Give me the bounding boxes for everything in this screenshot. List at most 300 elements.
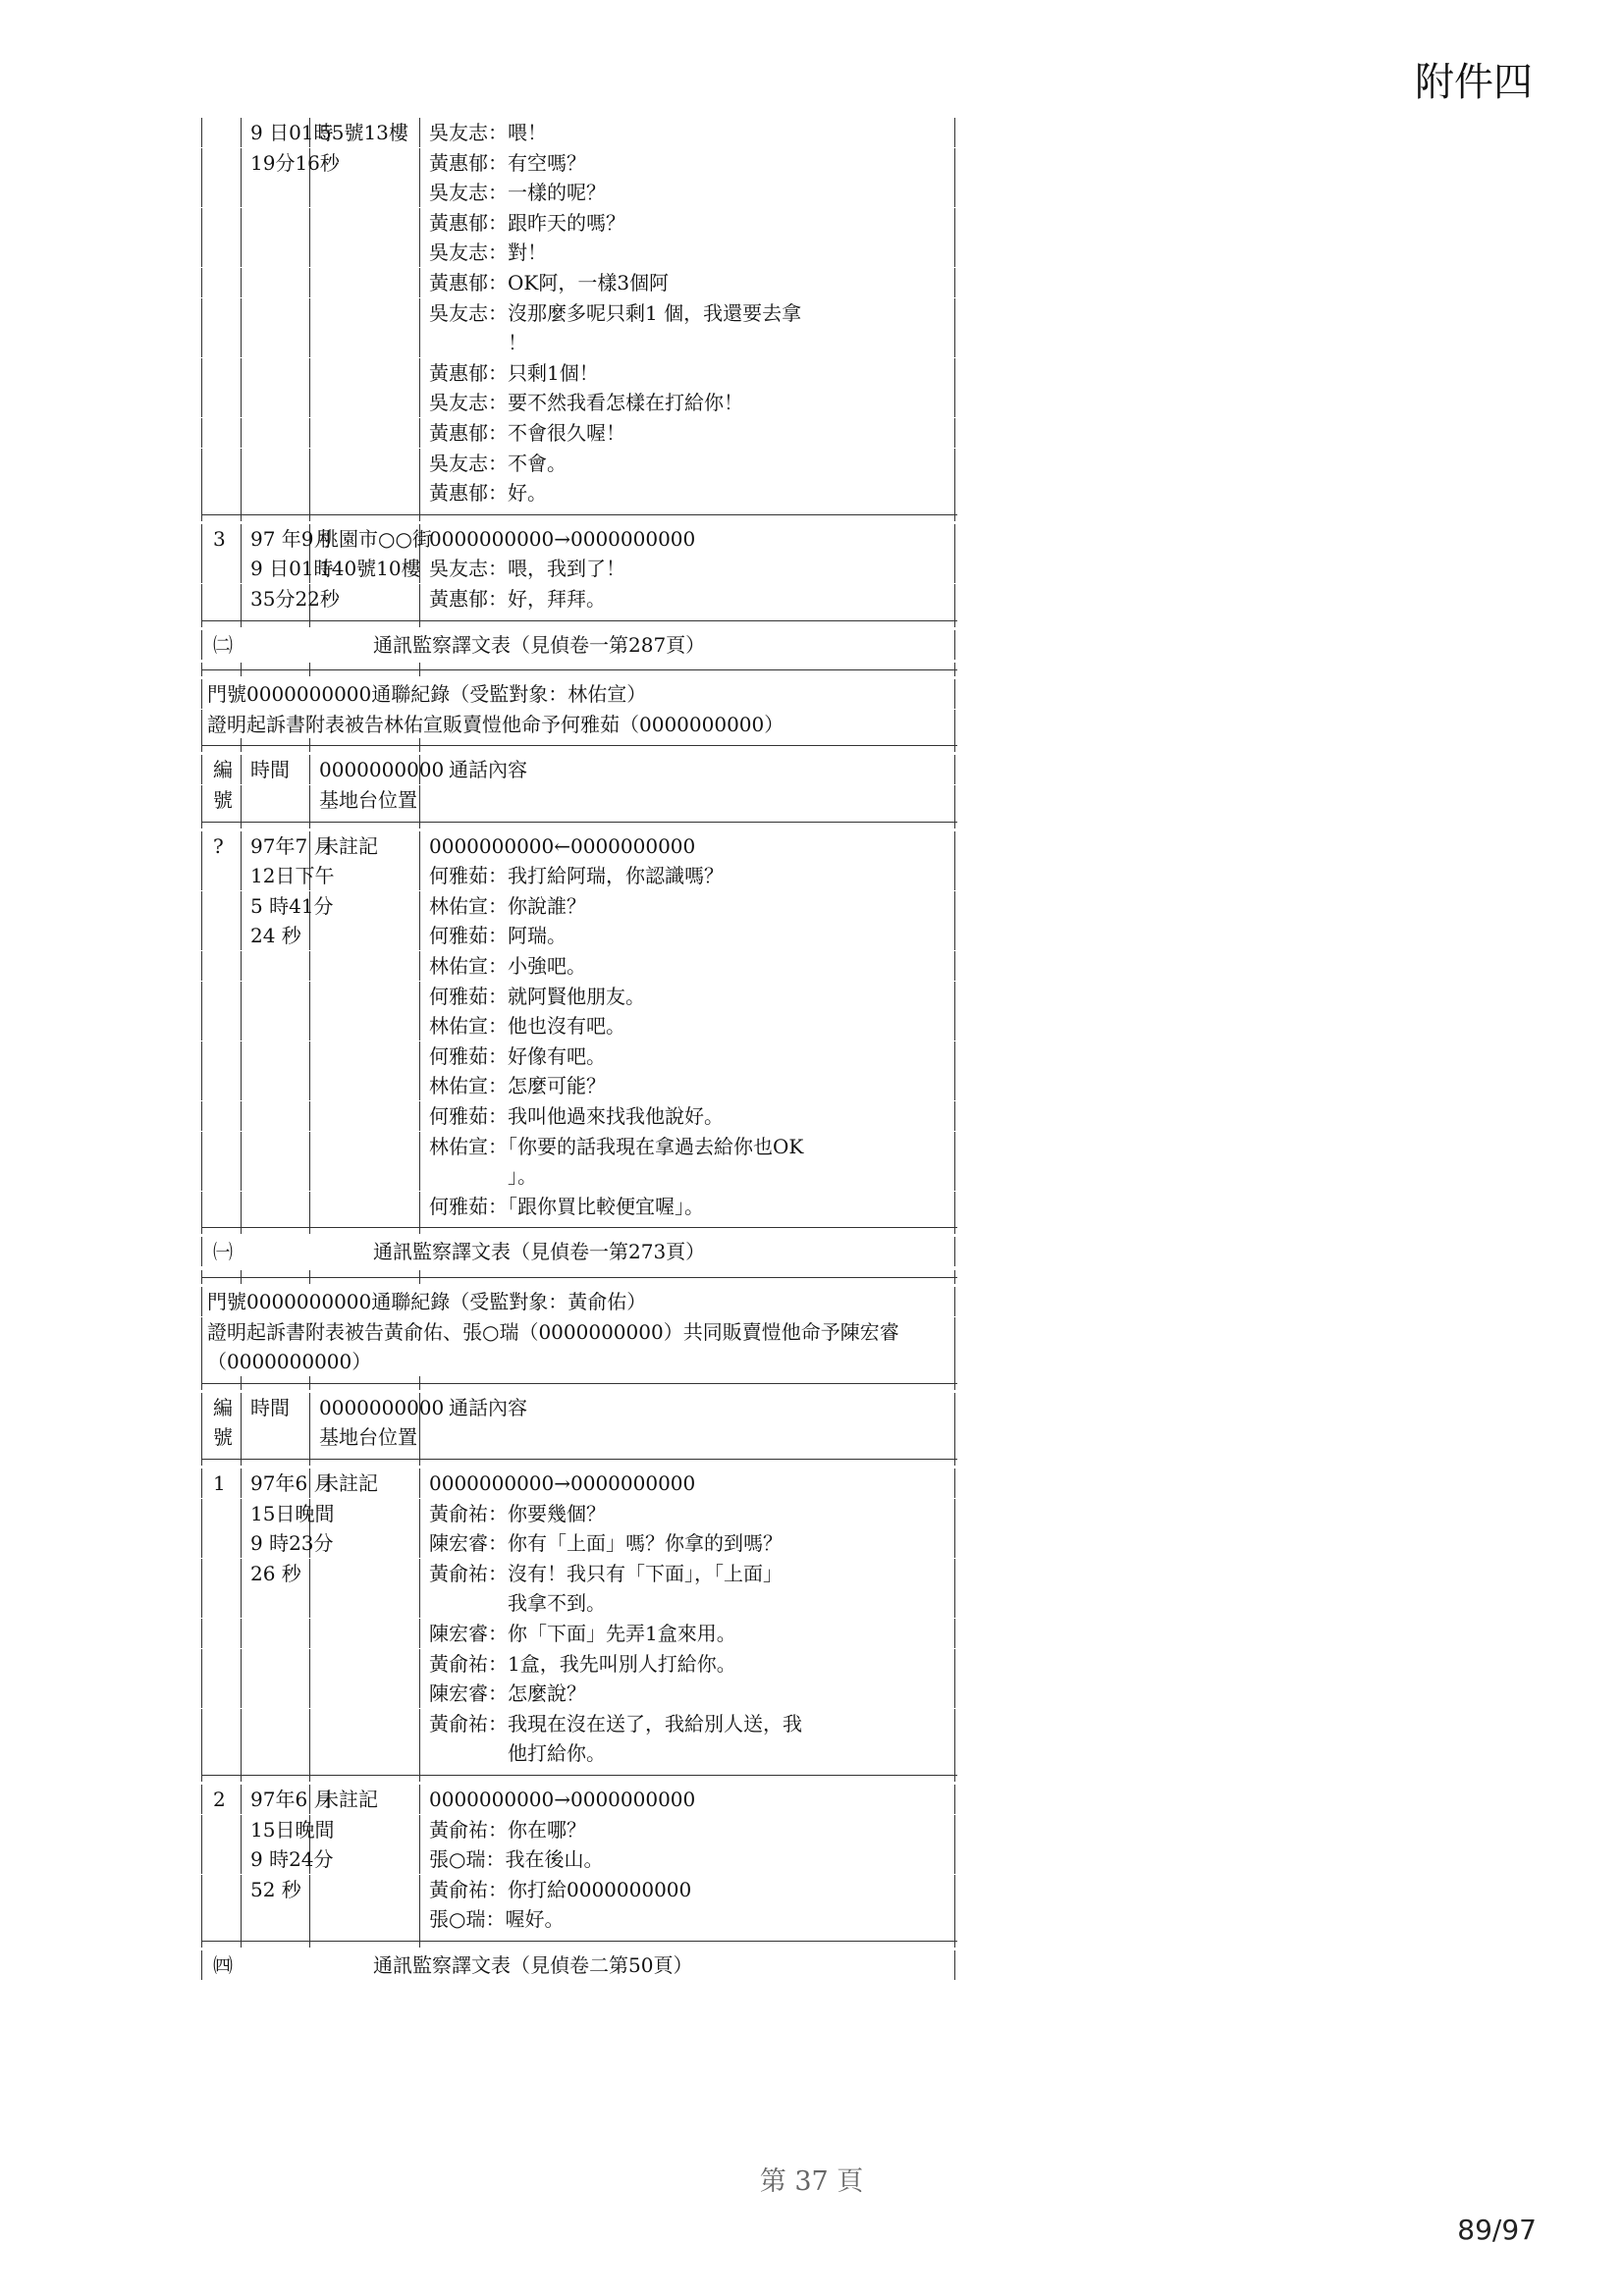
column-border — [309, 1619, 310, 1648]
column-border — [309, 1679, 310, 1708]
column-border — [954, 1041, 955, 1071]
column-border — [241, 1815, 242, 1844]
column-border — [419, 148, 420, 178]
column-border — [201, 861, 202, 890]
column-border — [201, 1393, 202, 1422]
column-border — [309, 1041, 310, 1071]
column-border — [241, 1649, 242, 1679]
column-border — [201, 449, 202, 478]
entry-number: 編 — [213, 1395, 233, 1419]
column-border — [419, 1132, 420, 1161]
column-border — [241, 951, 242, 981]
rule-tick — [241, 1934, 242, 1948]
entry-number: 2 — [213, 1788, 226, 1811]
column-border — [201, 1709, 202, 1738]
column-border — [419, 1422, 420, 1452]
section-title-text: 通訊監察譯文表（見偵卷二第50頁） — [373, 1953, 693, 1977]
column-border — [241, 1041, 242, 1071]
column-border — [954, 118, 955, 147]
base-station: 未註記 — [319, 1788, 378, 1811]
column-border — [309, 1422, 310, 1452]
base-station: 0000000000 — [319, 1395, 445, 1419]
column-border — [419, 298, 420, 328]
call-content: 黃惠郁：OK阿，一樣3個阿 — [429, 271, 670, 294]
transcript-line — [201, 1619, 957, 1648]
call-content: 陳宏睿：你「下面」先弄1盒來用。 — [429, 1622, 736, 1645]
transcript-line — [201, 358, 957, 388]
column-border — [309, 418, 310, 448]
column-border — [241, 524, 242, 554]
rule-tick — [419, 663, 420, 676]
rule-tick — [309, 1220, 310, 1234]
column-border — [201, 178, 202, 207]
column-border — [954, 1468, 955, 1498]
column-border — [954, 1287, 955, 1316]
transcript-line — [201, 1875, 957, 1904]
rule-tick — [309, 1934, 310, 1948]
section-title — [201, 630, 957, 660]
rule-tick — [309, 738, 310, 752]
column-border — [241, 238, 242, 267]
call-time: 19分16秒 — [250, 150, 340, 175]
transcript-line — [201, 148, 957, 178]
transcript-line — [201, 982, 957, 1011]
record-info-text: 證明起訴書附表被告黃俞佑、張○瑞（0000000000）共同販賣愷他命予陳宏睿 — [207, 1319, 899, 1344]
column-border — [309, 1101, 310, 1131]
column-border — [201, 1679, 202, 1708]
transcript-line — [201, 1101, 957, 1131]
column-border — [954, 755, 955, 784]
record-info-text: （0000000000） — [207, 1350, 372, 1374]
rule-tick — [309, 614, 310, 627]
column-border — [201, 418, 202, 448]
rule-tick — [201, 1220, 202, 1234]
column-border — [954, 418, 955, 448]
column-border — [241, 554, 242, 583]
column-border — [201, 1904, 202, 1934]
column-border — [241, 1619, 242, 1648]
rule-tick — [309, 1270, 310, 1284]
call-content: 黃惠郁：跟昨天的嗎？ — [429, 210, 625, 235]
transcript-line — [201, 831, 957, 861]
table-rule — [201, 745, 957, 746]
column-border — [241, 921, 242, 950]
call-time: 35分22秒 — [250, 587, 340, 611]
column-border — [201, 1422, 202, 1452]
column-border — [954, 178, 955, 207]
rule-tick — [241, 663, 242, 676]
column-border — [419, 1649, 420, 1679]
call-time: 15日晚間 — [250, 1817, 335, 1842]
column-border — [954, 1649, 955, 1679]
call-content: 何雅茹：我叫他過來找我他說好。 — [429, 1104, 724, 1128]
transcript-line — [201, 1468, 957, 1498]
call-content: 陳宏睿：你有「上面」嗎？你拿的到嗎？ — [429, 1531, 783, 1556]
column-border — [241, 478, 242, 507]
table-rule — [201, 822, 957, 823]
section-mark: ㈠ — [213, 1240, 233, 1264]
rule-tick — [419, 815, 420, 828]
call-content: 黃俞祐：你要幾個？ — [429, 1501, 606, 1525]
column-border — [201, 1844, 202, 1874]
call-content: 吳友志：不會。 — [429, 451, 567, 475]
column-border — [241, 1528, 242, 1558]
call-content: 陳宏睿：怎麼說？ — [429, 1682, 586, 1706]
column-border — [954, 831, 955, 861]
column-border — [954, 1011, 955, 1041]
column-border — [201, 1950, 202, 1980]
rule-tick — [419, 1270, 420, 1284]
column-border — [309, 268, 310, 297]
column-border — [201, 554, 202, 583]
column-border — [419, 1588, 420, 1618]
call-time: 時間 — [250, 1395, 290, 1419]
column-border — [954, 1132, 955, 1161]
column-border — [201, 1815, 202, 1844]
column-border — [201, 1347, 202, 1376]
column-border — [309, 1011, 310, 1041]
rule-tick — [954, 1934, 955, 1948]
column-border — [241, 1132, 242, 1161]
column-border — [241, 1468, 242, 1498]
call-content: 黃惠郁：不會很久喔！ — [429, 421, 625, 445]
record-info-line — [201, 710, 957, 739]
column-border — [419, 1709, 420, 1738]
rule-tick — [241, 1452, 242, 1466]
column-border — [201, 1161, 202, 1191]
column-border — [241, 1499, 242, 1528]
column-border — [309, 755, 310, 784]
column-border — [201, 1875, 202, 1904]
column-border — [954, 1237, 955, 1266]
column-border — [954, 679, 955, 709]
column-border — [201, 1132, 202, 1161]
rule-tick — [309, 663, 310, 676]
rule-tick — [201, 1768, 202, 1782]
transcript-line — [201, 951, 957, 981]
column-border — [419, 785, 420, 815]
rule-tick — [419, 1934, 420, 1948]
column-border — [201, 584, 202, 614]
column-border — [954, 710, 955, 739]
column-border — [241, 1559, 242, 1588]
transcript-line — [201, 298, 957, 328]
rule-tick — [241, 738, 242, 752]
column-border — [954, 1738, 955, 1768]
column-border — [201, 1559, 202, 1588]
column-border — [419, 358, 420, 388]
column-border — [954, 478, 955, 507]
column-border — [954, 328, 955, 357]
column-border — [954, 268, 955, 297]
column-border — [201, 1071, 202, 1100]
call-content: 何雅茹：我打給阿瑞，你認識嗎？ — [429, 864, 724, 888]
column-border — [419, 1071, 420, 1100]
section-mark: ㈣ — [213, 1953, 233, 1977]
transcript-line — [201, 524, 957, 554]
column-border — [419, 1468, 420, 1498]
column-border — [954, 449, 955, 478]
column-border — [419, 1785, 420, 1814]
column-border — [241, 1588, 242, 1618]
record-info-line — [201, 1287, 957, 1316]
column-border — [954, 1950, 955, 1980]
column-border — [309, 1588, 310, 1618]
call-time: 時間 — [250, 758, 290, 782]
call-content: 0000000000→0000000000 — [429, 526, 696, 551]
transcript-line — [201, 1649, 957, 1679]
transcript-line — [201, 1738, 957, 1768]
column-border — [201, 1237, 202, 1266]
entry-number: 3 — [213, 526, 226, 551]
rule-tick — [201, 1376, 202, 1390]
transcript-line — [201, 1011, 957, 1041]
column-border — [309, 1875, 310, 1904]
column-border — [309, 1738, 310, 1768]
column-border — [954, 1815, 955, 1844]
entry-number: 1 — [213, 1471, 226, 1495]
column-border — [201, 831, 202, 861]
call-content: 黃惠郁：好，拜拜。 — [429, 587, 606, 611]
table-rule — [201, 669, 957, 670]
column-border — [201, 524, 202, 554]
column-border — [954, 1709, 955, 1738]
column-border — [954, 1875, 955, 1904]
transcript-line — [201, 388, 957, 417]
rule-tick — [954, 614, 955, 627]
rule-tick — [241, 614, 242, 627]
column-border — [201, 298, 202, 328]
rule-tick — [241, 507, 242, 521]
column-border — [954, 208, 955, 238]
column-border — [309, 1904, 310, 1934]
column-border — [241, 1192, 242, 1221]
column-border — [419, 861, 420, 890]
column-border — [241, 418, 242, 448]
column-border — [954, 148, 955, 178]
rule-tick — [309, 507, 310, 521]
rule-tick — [201, 614, 202, 627]
column-border — [309, 298, 310, 328]
column-border — [201, 679, 202, 709]
column-border — [201, 328, 202, 357]
column-border — [954, 1101, 955, 1131]
record-info-text: 門號0000000000通聯紀錄（受監對象：林佑宣） — [207, 682, 647, 707]
column-border — [241, 268, 242, 297]
column-border — [309, 982, 310, 1011]
column-border — [419, 1904, 420, 1934]
column-border — [201, 1468, 202, 1498]
rule-tick — [201, 1452, 202, 1466]
column-border — [201, 710, 202, 739]
column-border — [201, 1317, 202, 1347]
column-border — [241, 1785, 242, 1814]
column-border — [954, 1192, 955, 1221]
call-content: 吳友志：一樣的呢？ — [429, 181, 606, 205]
transcript-line — [201, 1588, 957, 1618]
column-border — [201, 921, 202, 950]
column-border — [419, 1844, 420, 1874]
column-border — [954, 1393, 955, 1422]
column-border — [201, 238, 202, 267]
column-border — [201, 1738, 202, 1768]
call-content: 林佑宣：「你要的話我現在拿過去給你也OK — [429, 1134, 804, 1158]
call-time: 52 秒 — [250, 1877, 301, 1901]
record-info-text: 證明起訴書附表被告林佑宣販賣愷他命予何雅茹（0000000000） — [207, 712, 784, 736]
transcript-line — [201, 921, 957, 950]
rule-tick — [201, 507, 202, 521]
table-rule — [201, 1775, 957, 1776]
column-border — [241, 328, 242, 357]
column-border — [954, 1422, 955, 1452]
column-border — [954, 1785, 955, 1814]
entry-number: 號 — [213, 1425, 233, 1450]
entry-number: 號 — [213, 788, 233, 812]
call-content: 吳友志：喂！ — [429, 121, 547, 144]
page-count: 89/97 — [1457, 2214, 1537, 2246]
column-border — [309, 328, 310, 357]
column-border — [241, 584, 242, 614]
transcript-line — [201, 449, 957, 478]
column-border — [954, 238, 955, 267]
record-info-line — [201, 1347, 957, 1376]
rule-tick — [419, 614, 420, 627]
column-border — [201, 1619, 202, 1648]
call-content: 我拿不到。 — [429, 1591, 606, 1616]
column-border — [419, 1499, 420, 1528]
column-border — [954, 785, 955, 815]
base-station: 0000000000 — [319, 758, 445, 782]
call-content: 通話內容 — [429, 758, 527, 782]
column-border — [419, 1161, 420, 1191]
header-row — [201, 1393, 957, 1422]
call-content: 0000000000←0000000000 — [429, 833, 696, 858]
column-border — [241, 891, 242, 921]
column-border — [309, 1132, 310, 1161]
rule-tick — [419, 738, 420, 752]
column-border — [241, 298, 242, 328]
column-border — [241, 831, 242, 861]
column-border — [201, 755, 202, 784]
call-content: 黃俞祐：1盒，我先叫別人打給你。 — [429, 1651, 736, 1676]
column-border — [954, 1619, 955, 1648]
call-time: 24 秒 — [250, 924, 301, 948]
column-border — [419, 982, 420, 1011]
column-border — [201, 268, 202, 297]
column-border — [309, 785, 310, 815]
call-content: 」。 — [429, 1164, 537, 1189]
column-border — [419, 921, 420, 950]
transcript-line — [201, 1559, 957, 1588]
record-info-line — [201, 679, 957, 709]
table-rule — [201, 1383, 957, 1384]
column-border — [201, 1041, 202, 1071]
column-border — [419, 1559, 420, 1588]
call-content: 0000000000→0000000000 — [429, 1471, 696, 1495]
rule-tick — [954, 738, 955, 752]
column-border — [419, 1815, 420, 1844]
column-border — [954, 1559, 955, 1588]
column-border — [201, 630, 202, 660]
column-border — [419, 891, 420, 921]
transcript-line — [201, 1071, 957, 1100]
call-content: 黃俞祐：沒有！我只有「下面」，「上面」 — [429, 1561, 783, 1585]
transcript-line — [201, 1041, 957, 1071]
column-border — [419, 1041, 420, 1071]
column-border — [241, 1422, 242, 1452]
column-border — [201, 891, 202, 921]
call-time: 15日晚間 — [250, 1501, 335, 1525]
call-time: 5 時41分 — [250, 893, 334, 918]
column-border — [241, 118, 242, 147]
transcript-line — [201, 1844, 957, 1874]
rule-tick — [309, 1376, 310, 1390]
column-border — [309, 921, 310, 950]
column-border — [954, 630, 955, 660]
column-border — [309, 1649, 310, 1679]
base-station: 未註記 — [319, 1471, 378, 1495]
transcript-line — [201, 554, 957, 583]
column-border — [201, 1101, 202, 1131]
column-border — [309, 1071, 310, 1100]
column-border — [419, 1011, 420, 1041]
column-border — [954, 1679, 955, 1708]
rule-tick — [954, 815, 955, 828]
call-content: 0000000000→0000000000 — [429, 1788, 696, 1811]
column-border — [241, 982, 242, 1011]
column-border — [241, 148, 242, 178]
column-border — [954, 982, 955, 1011]
column-border — [954, 921, 955, 950]
section-title-text: 通訊監察譯文表（見偵卷一第287頁） — [373, 632, 706, 657]
column-border — [201, 1649, 202, 1679]
rule-tick — [241, 815, 242, 828]
call-content: 何雅茹：就阿賢他朋友。 — [429, 984, 645, 1008]
call-content: 吳友志：沒那麼多呢只剩1 個，我還要去拿 — [429, 300, 802, 325]
column-border — [201, 118, 202, 147]
rule-tick — [419, 1452, 420, 1466]
call-content: 林佑宣：小強吧。 — [429, 954, 586, 978]
column-border — [419, 951, 420, 981]
column-border — [201, 1588, 202, 1618]
column-border — [309, 478, 310, 507]
rule-tick — [954, 1452, 955, 1466]
call-content: 張○瑞：喔好。 — [429, 1907, 565, 1932]
column-border — [241, 1844, 242, 1874]
header-row — [201, 755, 957, 784]
column-border — [419, 268, 420, 297]
base-station: 桃園市○○街 — [319, 526, 432, 551]
transcript-line — [201, 418, 957, 448]
transcript-line — [201, 1709, 957, 1738]
call-content: 林佑宣：你說誰？ — [429, 893, 586, 918]
transcript-line — [201, 478, 957, 507]
column-border — [954, 1528, 955, 1558]
call-time: 26 秒 — [250, 1561, 301, 1585]
transcript-line — [201, 1192, 957, 1221]
column-border — [419, 478, 420, 507]
column-border — [309, 449, 310, 478]
call-content: 黃俞祐：我現在沒在送了，我給別人送，我 — [429, 1711, 802, 1735]
column-border — [241, 1393, 242, 1422]
rule-tick — [241, 1768, 242, 1782]
column-border — [241, 785, 242, 815]
table-rule — [201, 1941, 957, 1942]
rule-tick — [954, 1376, 955, 1390]
section-title-text: 通訊監察譯文表（見偵卷一第273頁） — [373, 1240, 706, 1264]
column-border — [241, 1679, 242, 1708]
call-time: 97年7 月 — [250, 833, 334, 858]
